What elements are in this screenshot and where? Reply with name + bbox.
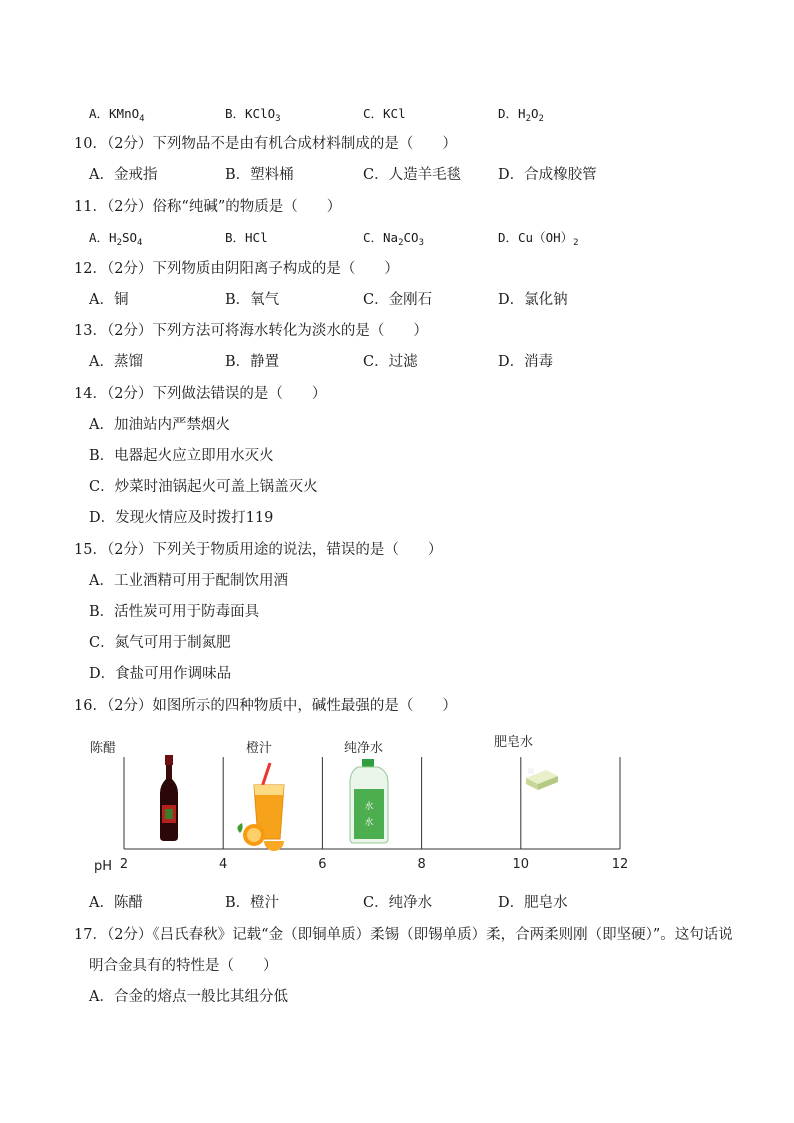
q10-option-a: A．金戒指 bbox=[89, 167, 158, 183]
q12-option-a: A．铜 bbox=[89, 292, 129, 308]
q16-stem: 16．（2分）如图所示的四种物质中，碱性最强的是（ ） bbox=[74, 698, 457, 714]
q14-option-c: C．炒菜时油锅起火可盖上锅盖灭火 bbox=[89, 479, 318, 495]
q11-option-b: B．HCl bbox=[225, 230, 268, 245]
q17-stem-line1: 17．（2分）《吕氏春秋》记载“金（即铜单质）柔锡（即锡单质）柔，合两柔则刚（即坚硬）”。这句话说 bbox=[74, 927, 733, 943]
q13-option-a: A．蒸馏 bbox=[89, 354, 143, 370]
q12-option-d: D．氯化钠 bbox=[498, 292, 568, 308]
q16-option-b: B．橙汁 bbox=[225, 895, 280, 911]
q11-option-c: C．$Na_2CO_3$ bbox=[363, 230, 424, 248]
purified-water-jug-icon bbox=[350, 759, 388, 843]
q17-option-a: A．合金的熔点一般比其组分低 bbox=[89, 989, 288, 1005]
q16-option-d: D．肥皂水 bbox=[498, 895, 568, 911]
substance-label: 肥皂水 bbox=[494, 735, 534, 750]
q12-option-b: B．氧气 bbox=[225, 292, 280, 308]
q16-option-c: C．纯净水 bbox=[363, 895, 433, 911]
svg-text:水: 水 bbox=[364, 802, 374, 812]
q10-option-c: C．人造羊毛毯 bbox=[363, 167, 462, 183]
substance-label: 陈醋 bbox=[90, 741, 117, 756]
substance-labels bbox=[90, 734, 533, 756]
q14-stem: 14．（2分）下列做法错误的是（ ） bbox=[74, 386, 327, 402]
substance-label: 纯净水 bbox=[344, 741, 384, 756]
ph-axis-label: pH bbox=[94, 859, 113, 874]
vinegar-bottle-icon bbox=[160, 755, 178, 841]
ph-tick-label: 4 bbox=[219, 857, 228, 872]
q13-option-c: C．过滤 bbox=[363, 354, 418, 370]
q14-option-a: A．加油站内严禁烟火 bbox=[89, 417, 230, 433]
q9-option-d: D．$H_2O_2$ bbox=[498, 106, 544, 124]
q15-option-b: B．活性炭可用于防毒面具 bbox=[89, 604, 260, 620]
q15-option-a: A．工业酒精可用于配制饮用酒 bbox=[89, 573, 288, 589]
orange-juice-icon bbox=[237, 763, 284, 851]
q9-option-c: C．KCl bbox=[363, 106, 406, 121]
q9-option-a: A．KMnO$_4$ bbox=[89, 106, 145, 124]
ph-tick-label: 12 bbox=[611, 857, 629, 872]
ph-scale-figure bbox=[86, 725, 646, 877]
q15-stem: 15．（2分）下列关于物质用途的说法，错误的是（ ） bbox=[74, 542, 443, 558]
q13-stem: 13．（2分）下列方法可将海水转化为淡水的是（ ） bbox=[74, 323, 428, 339]
q9-option-b: B．KClO$_3$ bbox=[225, 106, 281, 124]
q11-option-d: D．$Cu(OH)_2$ bbox=[498, 230, 579, 248]
svg-text:水: 水 bbox=[364, 818, 374, 828]
q10-option-d: D．合成橡胶管 bbox=[498, 167, 597, 183]
q15-option-d: D．食盐可用作调味品 bbox=[89, 666, 232, 682]
q12-option-c: C．金刚石 bbox=[363, 292, 433, 308]
soap-bar-icon bbox=[526, 768, 558, 790]
q14-option-b: B．电器起火应立即用水灭火 bbox=[89, 448, 274, 464]
q10-option-b: B．塑料桶 bbox=[225, 167, 294, 183]
q10-stem: 10．（2分）下列物品不是由有机合成材料制成的是（ ） bbox=[74, 136, 457, 152]
ph-tick-label: 10 bbox=[512, 857, 530, 872]
q16-option-a: A．陈醋 bbox=[89, 895, 143, 911]
q11-option-a: A．$H_2SO_4$ bbox=[89, 230, 143, 248]
ph-tick-label: 8 bbox=[417, 857, 426, 872]
q13-option-d: D．消毒 bbox=[498, 354, 554, 370]
q15-option-c: C．氮气可用于制氮肥 bbox=[89, 635, 231, 651]
q13-option-b: B．静置 bbox=[225, 354, 280, 370]
q17-stem-line2: 明合金具有的特性是（ ） bbox=[89, 958, 278, 974]
ph-tick-label: 6 bbox=[318, 857, 327, 872]
substance-label: 橙汁 bbox=[246, 741, 273, 756]
q12-stem: 12．（2分）下列物质由阴阳离子构成的是（ ） bbox=[74, 261, 399, 277]
ph-tick-label: 2 bbox=[119, 857, 129, 872]
q11-stem: 11．（2分）俗称“纯碱”的物质是（ ） bbox=[74, 199, 342, 215]
q14-option-d: D．发现火情应及时拨打119 bbox=[89, 510, 274, 526]
